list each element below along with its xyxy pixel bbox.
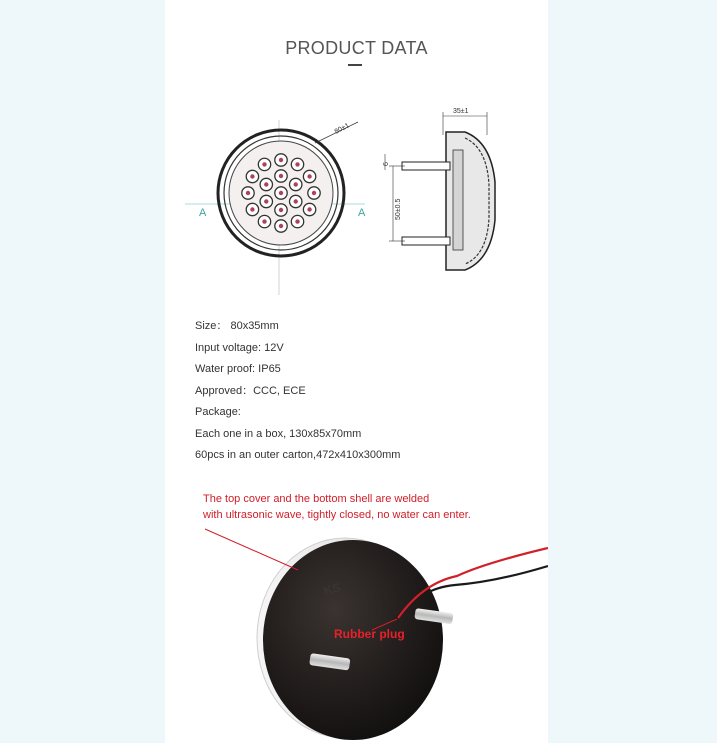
- led-10-core: [312, 191, 316, 195]
- section-marker-left: A: [199, 207, 207, 219]
- led-17-core: [250, 174, 254, 178]
- callout-line-1: The top cover and the bottom shell are welded: [203, 493, 430, 505]
- led-4-core: [279, 208, 283, 212]
- led-9-core: [307, 174, 311, 178]
- spec-package-box: Each one in a box, 130x85x70mm: [195, 427, 362, 440]
- product-data-panel: [165, 0, 548, 743]
- spec-voltage: Input voltage: 12V: [195, 341, 284, 354]
- weld-callout: [203, 491, 533, 523]
- bottom-stud: [402, 237, 450, 245]
- led-13-core: [279, 224, 283, 228]
- spec-package-carton: 60pcs in an outer carton,472x410x300mm: [195, 449, 401, 461]
- led-0-core: [279, 191, 283, 195]
- led-15-core: [250, 207, 254, 211]
- top-stud: [402, 162, 450, 170]
- led-18-core: [262, 162, 266, 166]
- page-title: PRODUCT DATA: [285, 38, 428, 58]
- led-5-core: [264, 199, 268, 203]
- led-3-core: [294, 199, 298, 203]
- led-12-core: [295, 219, 299, 223]
- side-width-dimension: 35±1: [453, 108, 469, 115]
- rubber-plug-label: Rubber plug: [334, 627, 405, 641]
- side-height-dimension: 50±0.5: [395, 198, 402, 220]
- title-underline: [348, 64, 362, 66]
- led-1-core: [279, 174, 283, 178]
- spec-waterproof: Water proof: IP65: [195, 363, 281, 375]
- led-7-core: [279, 158, 283, 162]
- led-14-core: [262, 219, 266, 223]
- board-section: [453, 150, 463, 250]
- side-small-dimension: 6: [383, 162, 390, 166]
- side-view: [383, 108, 495, 270]
- spec-package: Package:: [195, 406, 241, 418]
- technical-drawing: [165, 100, 548, 300]
- shell-logo: KS: [322, 580, 342, 598]
- spec-size: Size： 80x35mm: [195, 320, 279, 332]
- led-11-core: [307, 207, 311, 211]
- led-16-core: [246, 191, 250, 195]
- section-marker-right: A: [358, 207, 366, 219]
- front-view: [218, 130, 344, 256]
- spec-approved: Approved：CCC, ECE: [195, 384, 306, 397]
- spec-list: [195, 316, 535, 467]
- led-8-core: [295, 162, 299, 166]
- front-dimension: 80±1: [333, 122, 351, 136]
- product-photo: [165, 488, 548, 743]
- callout-line-2: with ultrasonic wave, tightly closed, no water can enter.: [203, 509, 471, 521]
- led-2-core: [294, 182, 298, 186]
- led-6-core: [264, 182, 268, 186]
